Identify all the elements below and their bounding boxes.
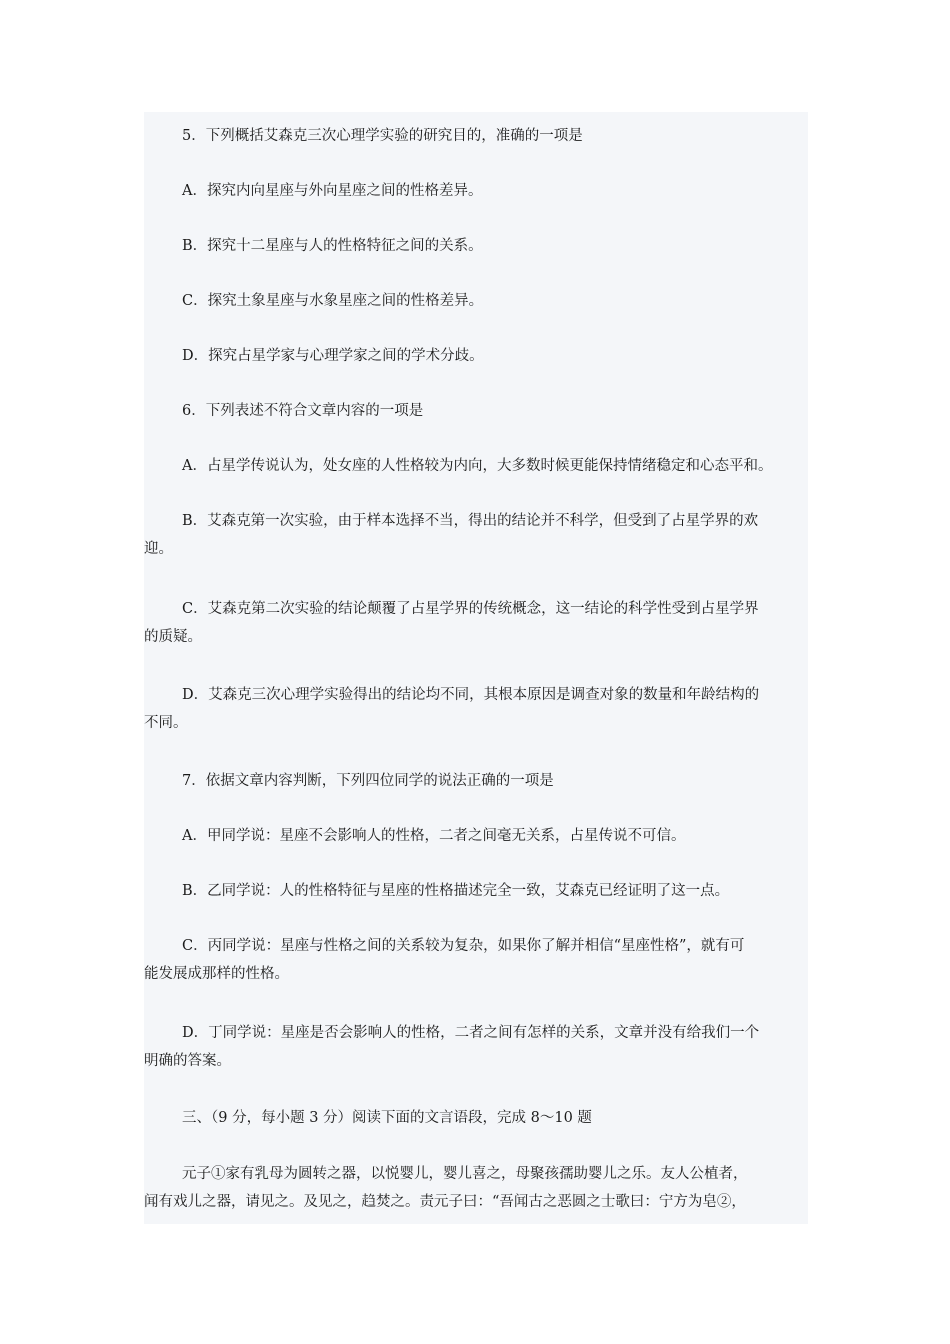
section3-passage-line2: 闻有戏儿之器，请见之。及见之，趋焚之。责元子曰：“吾闻古之恶圆之士歌曰：宁方为皂②， [144,1194,746,1210]
q7-option-a: A．甲同学说：星座不会影响人的性格，二者之间毫无关系，占星传说不可信。 [182,828,686,844]
q7-option-d-line2: 明确的答案。 [144,1053,231,1069]
q7-option-c-line2: 能发展成那样的性格。 [144,966,289,982]
q6-option-d-line1: D．艾森克三次心理学实验得出的结论均不同，其根本原因是调查对象的数量和年龄结构的 [182,687,760,703]
q7-option-c [144,932,808,988]
q6-option-c-line1: C．艾森克第二次实验的结论颠覆了占星学界的传统概念，这一结论的科学性受到占星学界 [182,601,759,617]
q5-option-d: D．探究占星学家与心理学家之间的学术分歧。 [182,348,484,364]
q6-option-b-line2: 迎。 [144,541,173,557]
q6-stem: 6．下列表述不符合文章内容的一项是 [182,403,424,419]
q6-option-d [144,681,808,737]
q7-option-c-line1: C．丙同学说：星座与性格之间的关系较为复杂，如果你了解并相信“星座性格”，就有可 [182,938,745,954]
q7-option-b: B．乙同学说：人的性格特征与星座的性格描述完全一致，艾森克已经证明了这一点。 [182,883,730,899]
q6-option-b-line1: B．艾森克第一次实验，由于样本选择不当，得出的结论并不科学，但受到了占星学界的欢 [182,513,759,529]
q5-option-a: A．探究内向星座与外向星座之间的性格差异。 [182,183,483,199]
q5-stem: 5．下列概括艾森克三次心理学实验的研究目的，准确的一项是 [182,128,583,144]
section3-passage [144,1160,808,1216]
q6-option-c [144,595,808,651]
q7-option-d-line1: D．丁同学说：星座是否会影响人的性格，二者之间有怎样的关系，文章并没有给我们一个 [182,1025,760,1041]
q7-option-d [144,1019,808,1075]
q6-option-a: A．占星学传说认为，处女座的人性格较为内向，大多数时候更能保持情绪稳定和心态平和。 [182,458,773,474]
q5-option-c: C．探究土象星座与水象星座之间的性格差异。 [182,293,484,309]
section3-passage-line1: 元子①家有乳母为圆转之器，以悦婴儿，婴儿喜之，母聚孩孺助婴儿之乐。友人公植者， [182,1166,748,1182]
section3-heading: 三、（9 分，每小题 3 分）阅读下面的文言语段，完成 8～10 题 [182,1110,592,1126]
q6-option-d-line2: 不同。 [144,715,188,731]
q6-option-b [144,507,808,563]
q7-stem: 7．依据文章内容判断，下列四位同学的说法正确的一项是 [182,773,554,789]
q6-option-c-line2: 的质疑。 [144,629,202,645]
q5-option-b: B．探究十二星座与人的性格特征之间的关系。 [182,238,483,254]
